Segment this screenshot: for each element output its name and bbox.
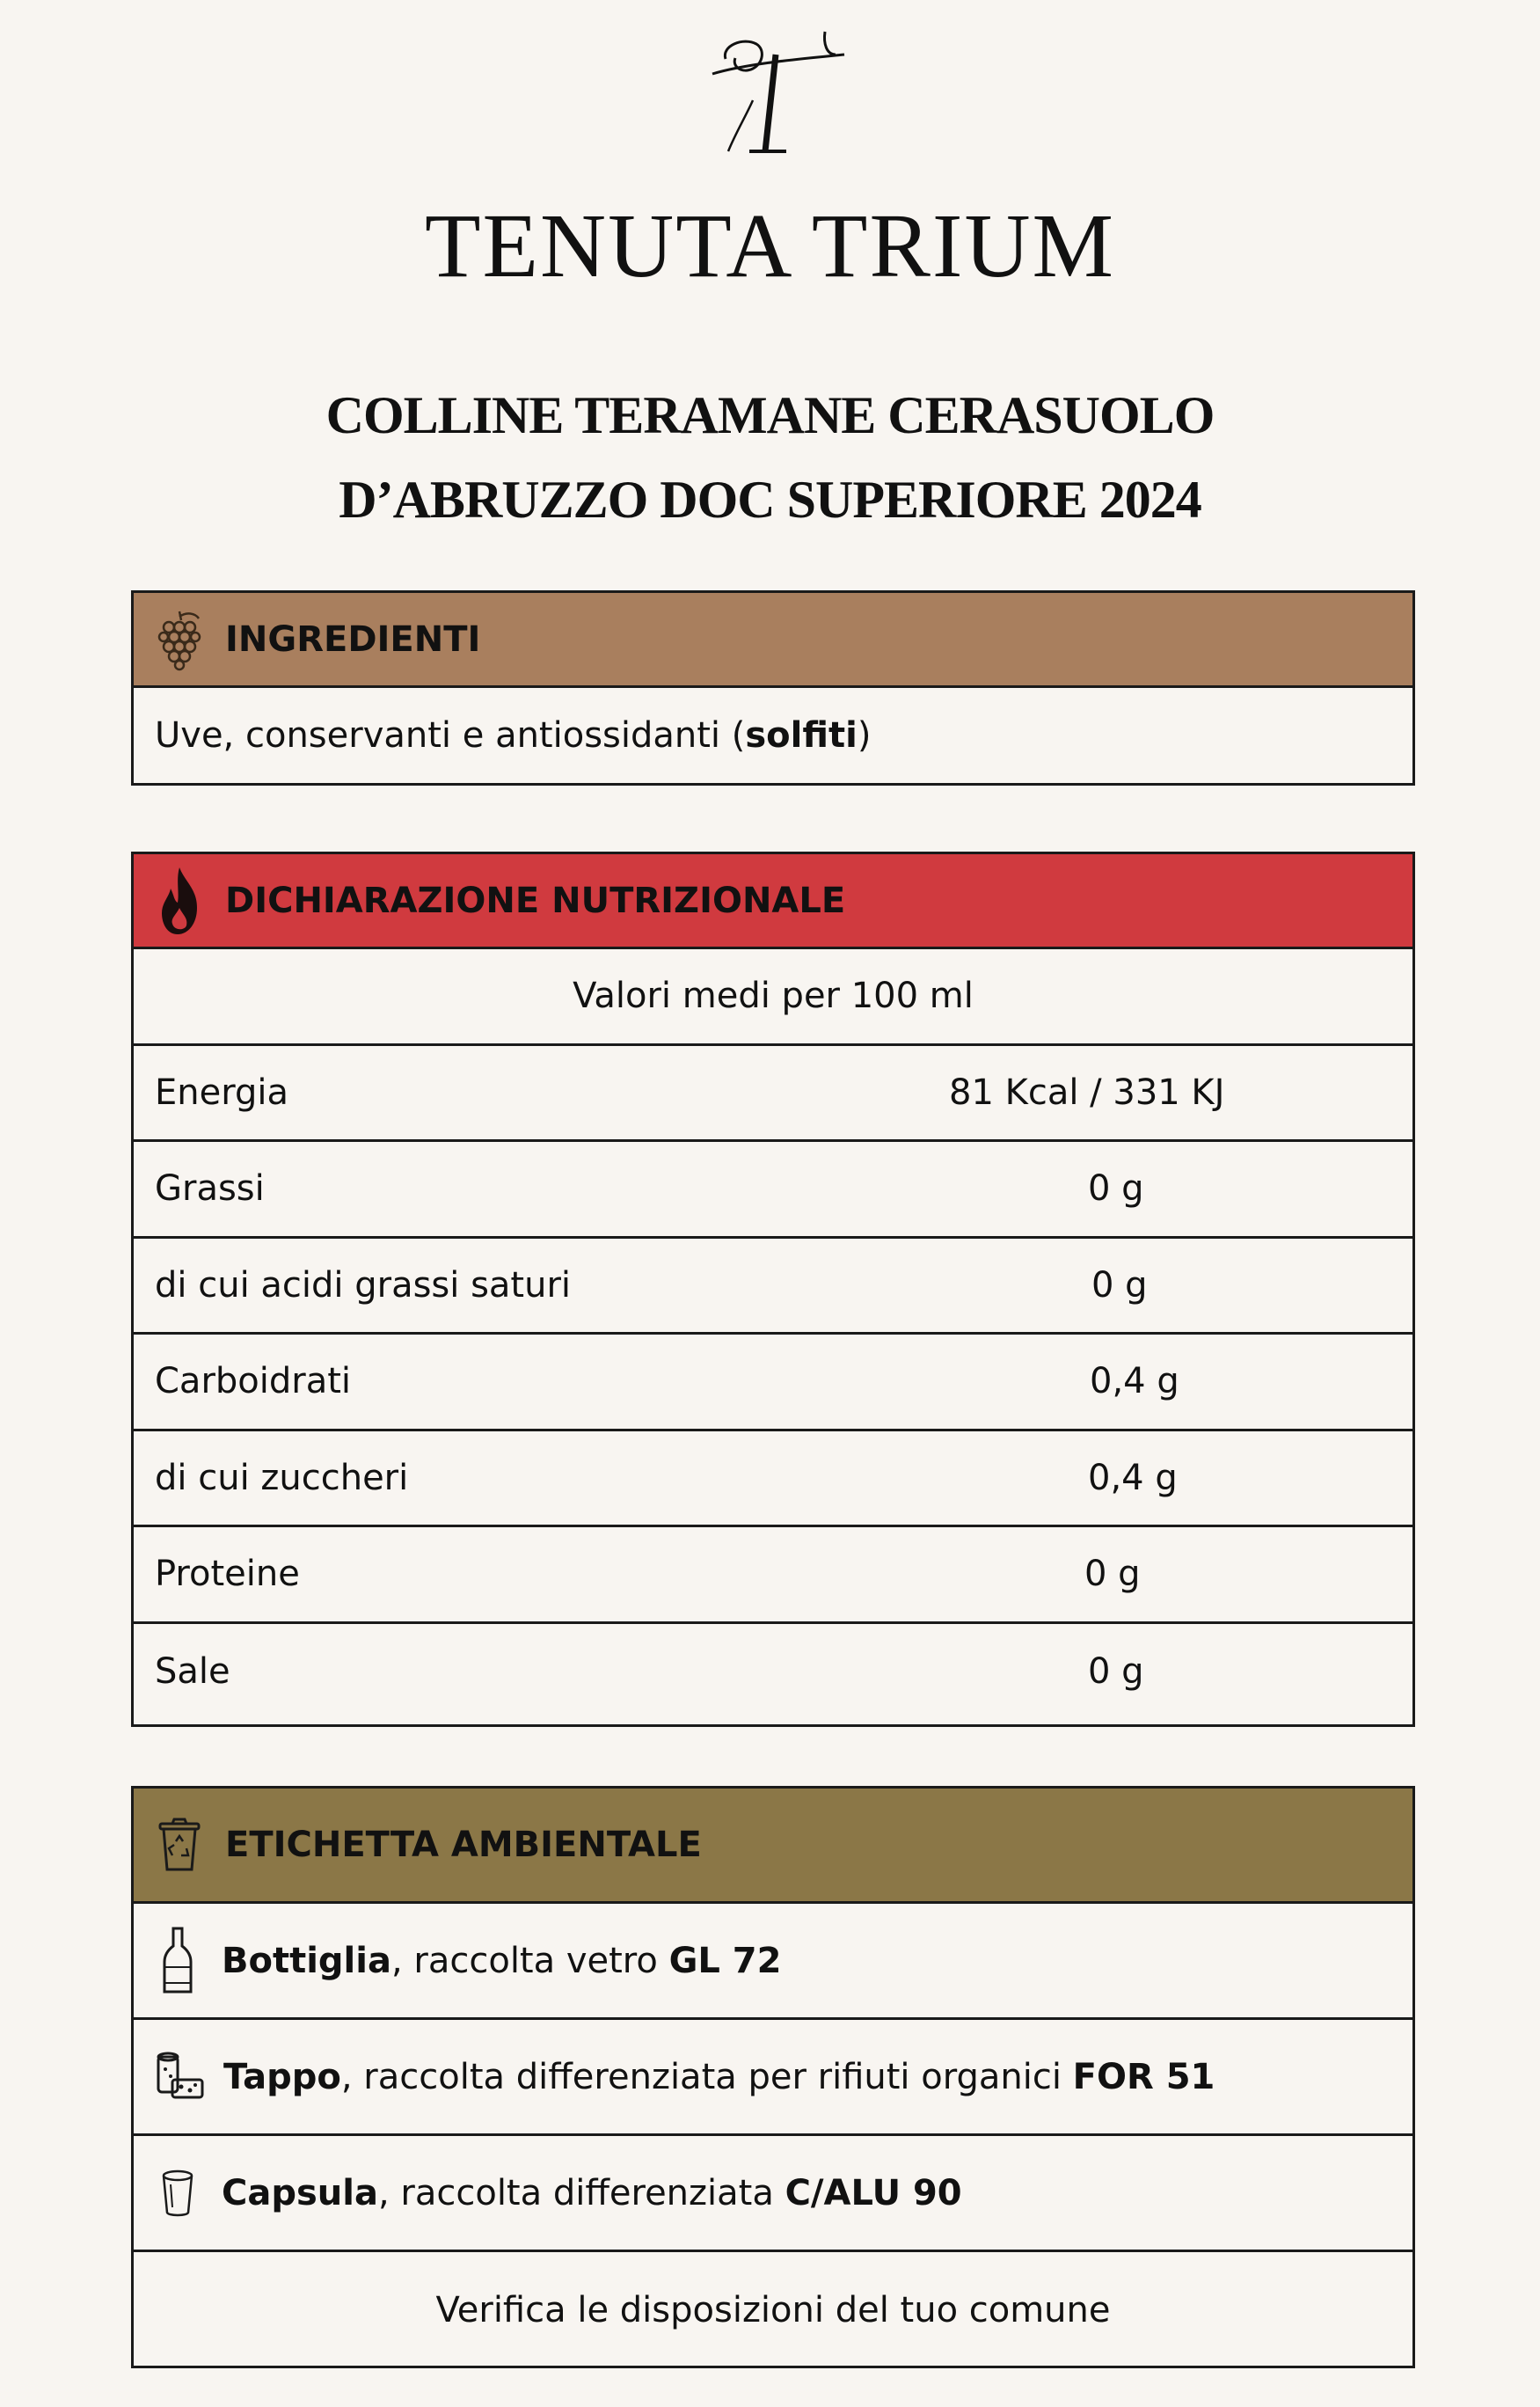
nutrition-row-sale [134, 1624, 1412, 1721]
nutrition-panel [131, 852, 1415, 1727]
environment-panel [131, 1786, 1415, 2368]
ingredients-header [134, 593, 1412, 688]
env-footer [134, 2252, 1412, 2368]
env-item-text: , raccolta vetro [390, 1940, 669, 1981]
brand-logo-icon [695, 19, 853, 160]
ingredients-text-main: Uve, conservanti e antiossidanti ( [155, 715, 746, 756]
environment-header [134, 1789, 1412, 1904]
bottle-icon [157, 1926, 199, 1996]
nutrition-row-proteine [134, 1527, 1412, 1624]
wine-title-line-1: COLLINE TERAMANE CERASUOLO [325, 386, 1215, 444]
nutrient-label: Grassi [155, 1168, 265, 1210]
nutrition-row-grassi [134, 1142, 1412, 1239]
grape-icon [151, 606, 208, 673]
nutrient-value: 0 g [1088, 1168, 1144, 1210]
nutrition-title: DICHIARAZIONE NUTRIZIONALE [225, 880, 846, 921]
nutrient-label: di cui zuccheri [155, 1457, 409, 1498]
nutrition-header [134, 854, 1412, 949]
cork-icon [155, 2042, 206, 2112]
nutrient-value: 0 g [1084, 1554, 1141, 1595]
flame-icon [151, 867, 208, 934]
nutrient-value: 0,4 g [1088, 1457, 1178, 1498]
nutrition-row-energia [134, 1046, 1412, 1143]
ingredients-title: INGREDIENTI [225, 618, 481, 660]
env-item-code: GL 72 [668, 1940, 782, 1981]
wine-title-line-2: D’ABRUZZO DOC SUPERIORE 2024 [339, 471, 1201, 529]
nutrition-subheader-text: Valori medi per 100 ml [573, 976, 974, 1017]
ingredients-panel [131, 590, 1415, 786]
environment-title: ETICHETTA AMBIENTALE [225, 1825, 702, 1865]
env-item-code: FOR 51 [1072, 2056, 1215, 2097]
nutrient-label: Energia [155, 1072, 288, 1113]
wine-title [0, 373, 1540, 542]
env-item-cork [134, 2020, 1412, 2136]
allergen-sulfites: solfiti [745, 715, 858, 756]
nutrient-label: Sale [155, 1651, 230, 1693]
brand-name: TENUTA TRIUM [424, 195, 1116, 296]
env-item-capsule [134, 2136, 1412, 2252]
nutrition-row-carboidrati [134, 1335, 1412, 1431]
env-item-name: Bottiglia [222, 1940, 391, 1981]
logo-letter: T [695, 19, 696, 20]
nutrition-row-saturi [134, 1239, 1412, 1335]
capsule-icon [157, 2158, 199, 2228]
env-item-text: , raccolta differenziata per rifiuti organici [340, 2056, 1073, 2097]
env-item-code: C/ALU 90 [785, 2172, 962, 2213]
nutrient-label: Carboidrati [155, 1361, 352, 1402]
recycle-bin-icon [151, 1811, 208, 1878]
env-item-name: Capsula [222, 2172, 378, 2213]
env-footer-text: Verifica le disposizioni del tuo comune [435, 2290, 1111, 2330]
nutrient-value: 0,4 g [1090, 1361, 1179, 1402]
env-item-text: , raccolta differenziata [377, 2172, 785, 2213]
env-item-bottle [134, 1904, 1412, 2020]
nutrition-row-zuccheri [134, 1431, 1412, 1528]
ingredients-text-end: ) [857, 715, 872, 756]
nutrition-subheader [134, 949, 1412, 1046]
ingredients-text [134, 688, 1412, 783]
env-item-name: Tappo [223, 2056, 341, 2097]
nutrient-label: di cui acidi grassi saturi [155, 1264, 572, 1306]
nutrient-value: 0 g [1091, 1264, 1148, 1306]
nutrient-label: Proteine [155, 1554, 300, 1595]
nutrient-value: 81 Kcal / 331 KJ [949, 1072, 1225, 1113]
nutrient-value: 0 g [1088, 1651, 1144, 1693]
